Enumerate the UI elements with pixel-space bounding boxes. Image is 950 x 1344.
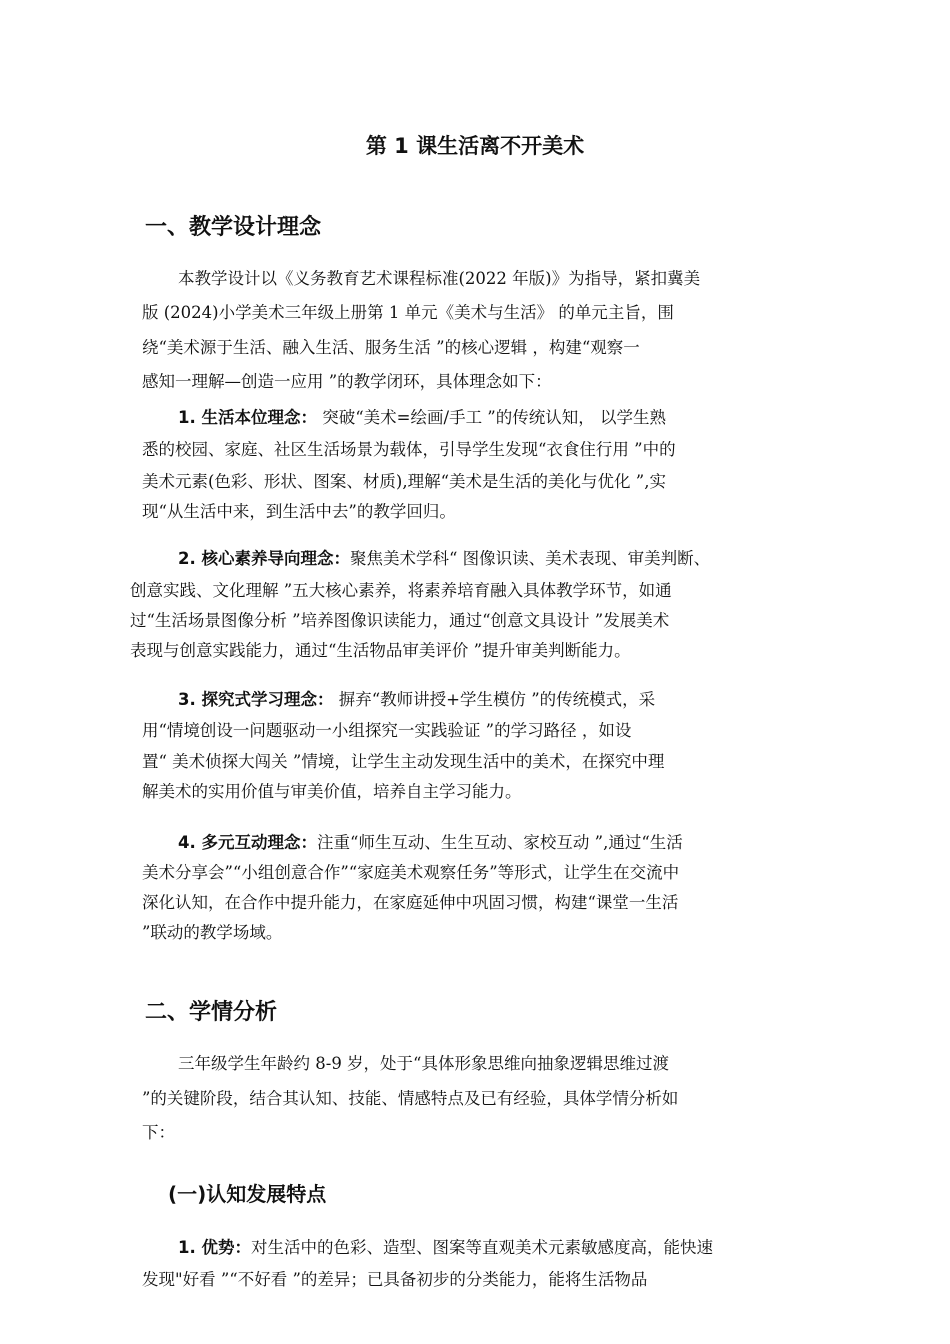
intro-line-1: 本教学设计以《义务教育艺术课程标准(2022 年版)》为指导，紧扣冀美 <box>178 269 701 288</box>
concept-4-line: 美术分享会”“小组创意合作”“家庭美术观察任务”等形式，让学生在交流中 <box>142 863 680 882</box>
concept-1-label: 1. 生活本位理念： <box>178 408 317 427</box>
intro-line-4: 感知一理解—创造一应用 ”的教学闭环，具体理念如下： <box>142 372 552 391</box>
concept-2-line: 过“生活场景图像分析 ”培养图像识读能力，通过“创意文具设计 ”发展美术 <box>130 611 670 630</box>
concept-3-first-text: 摒弃“教师讲授+学生模仿 ”的传统模式，采 <box>333 690 656 709</box>
concept-2-line: 表现与创意实践能力，通过“生活物品审美评价 ”提升审美判断能力。 <box>130 641 631 660</box>
concept-2-label: 2. 核心素养导向理念： <box>178 549 350 568</box>
section-heading-learner-analysis: 二、学情分析 <box>145 1000 278 1025</box>
concept-3-label: 3. 探究式学习理念： <box>178 690 334 709</box>
concept-4-label: 4. 多元互动理念： <box>178 833 317 852</box>
analysis-intro-line: ”的关键阶段，结合其认知、技能、情感特点及已有经验，具体学情分析如 <box>142 1089 679 1108</box>
concept-2-first-text: 聚焦美术学科“ 图像识读、美术表现、审美判断、 <box>350 549 711 568</box>
analysis-intro-line: 下： <box>142 1123 175 1142</box>
concept-4-line: ”联动的教学场域。 <box>142 923 283 942</box>
concept-3-line: 解美术的实用价值与审美价值，培养自主学习能力。 <box>142 782 522 801</box>
concept-1-first-text: 突破“美术=绘画/手工 ”的传统认知， 以学生熟 <box>317 408 666 427</box>
intro-line-3: 绕“美术源于生活、融入生活、服务生活 ”的核心逻辑 ，构建“观察一 <box>142 338 640 357</box>
concept-4-first-text: 注重“师生互动、生生互动、家校互动 ”,通过“生活 <box>317 833 683 852</box>
concept-1-first-line <box>178 406 666 430</box>
subsection-heading-cognitive: (一)认知发展特点 <box>168 1182 327 1206</box>
advantage-first-line <box>178 1236 713 1260</box>
concept-4-first-line <box>178 831 683 855</box>
advantage-line: 发现"好看 ”“不好看 ”的差异；已具备初步的分类能力，能将生活物品 <box>142 1270 648 1289</box>
advantage-first-text: 对生活中的色彩、造型、图案等直观美术元素敏感度高，能快速 <box>251 1238 713 1257</box>
concept-2-first-line <box>178 547 710 571</box>
concept-1-line: 悉的校园、家庭、社区生活场景为载体，引导学生发现“衣食住行用 ”中的 <box>142 440 676 459</box>
section-heading-design-concept: 一、教学设计理念 <box>145 215 322 240</box>
concept-3-line: 用“情境创设一问题驱动一小组探究一实践验证 ”的学习路径 ，如设 <box>142 721 632 740</box>
concept-2-line: 创意实践、文化理解 ”五大核心素养，将素养培育融入具体教学环节，如通 <box>130 581 672 600</box>
intro-line-2: 版 (2024)小学美术三年级上册第 1 单元《美术与生活》 的单元主旨，围 <box>142 303 674 322</box>
concept-3-line: 置“ 美术侦探大闯关 ”情境，让学生主动发现生活中的美术，在探究中理 <box>142 752 665 771</box>
analysis-intro-line: 三年级学生年龄约 8-9 岁，处于“具体形象思维向抽象逻辑思维过渡 <box>178 1054 669 1073</box>
concept-3-first-line <box>178 688 655 712</box>
concept-1-line: 现“从生活中来，到生活中去”的教学回归。 <box>142 502 456 521</box>
concept-1-line: 美术元素(色彩、形状、图案、材质),理解“美术是生活的美化与优化 ”,实 <box>142 472 666 491</box>
concept-4-line: 深化认知，在合作中提升能力，在家庭延伸中巩固习惯，构建“课堂一生活 <box>142 893 679 912</box>
advantage-label: 1. 优势： <box>178 1238 251 1257</box>
page-title: 第 1 课生活离不开美术 <box>365 134 585 158</box>
